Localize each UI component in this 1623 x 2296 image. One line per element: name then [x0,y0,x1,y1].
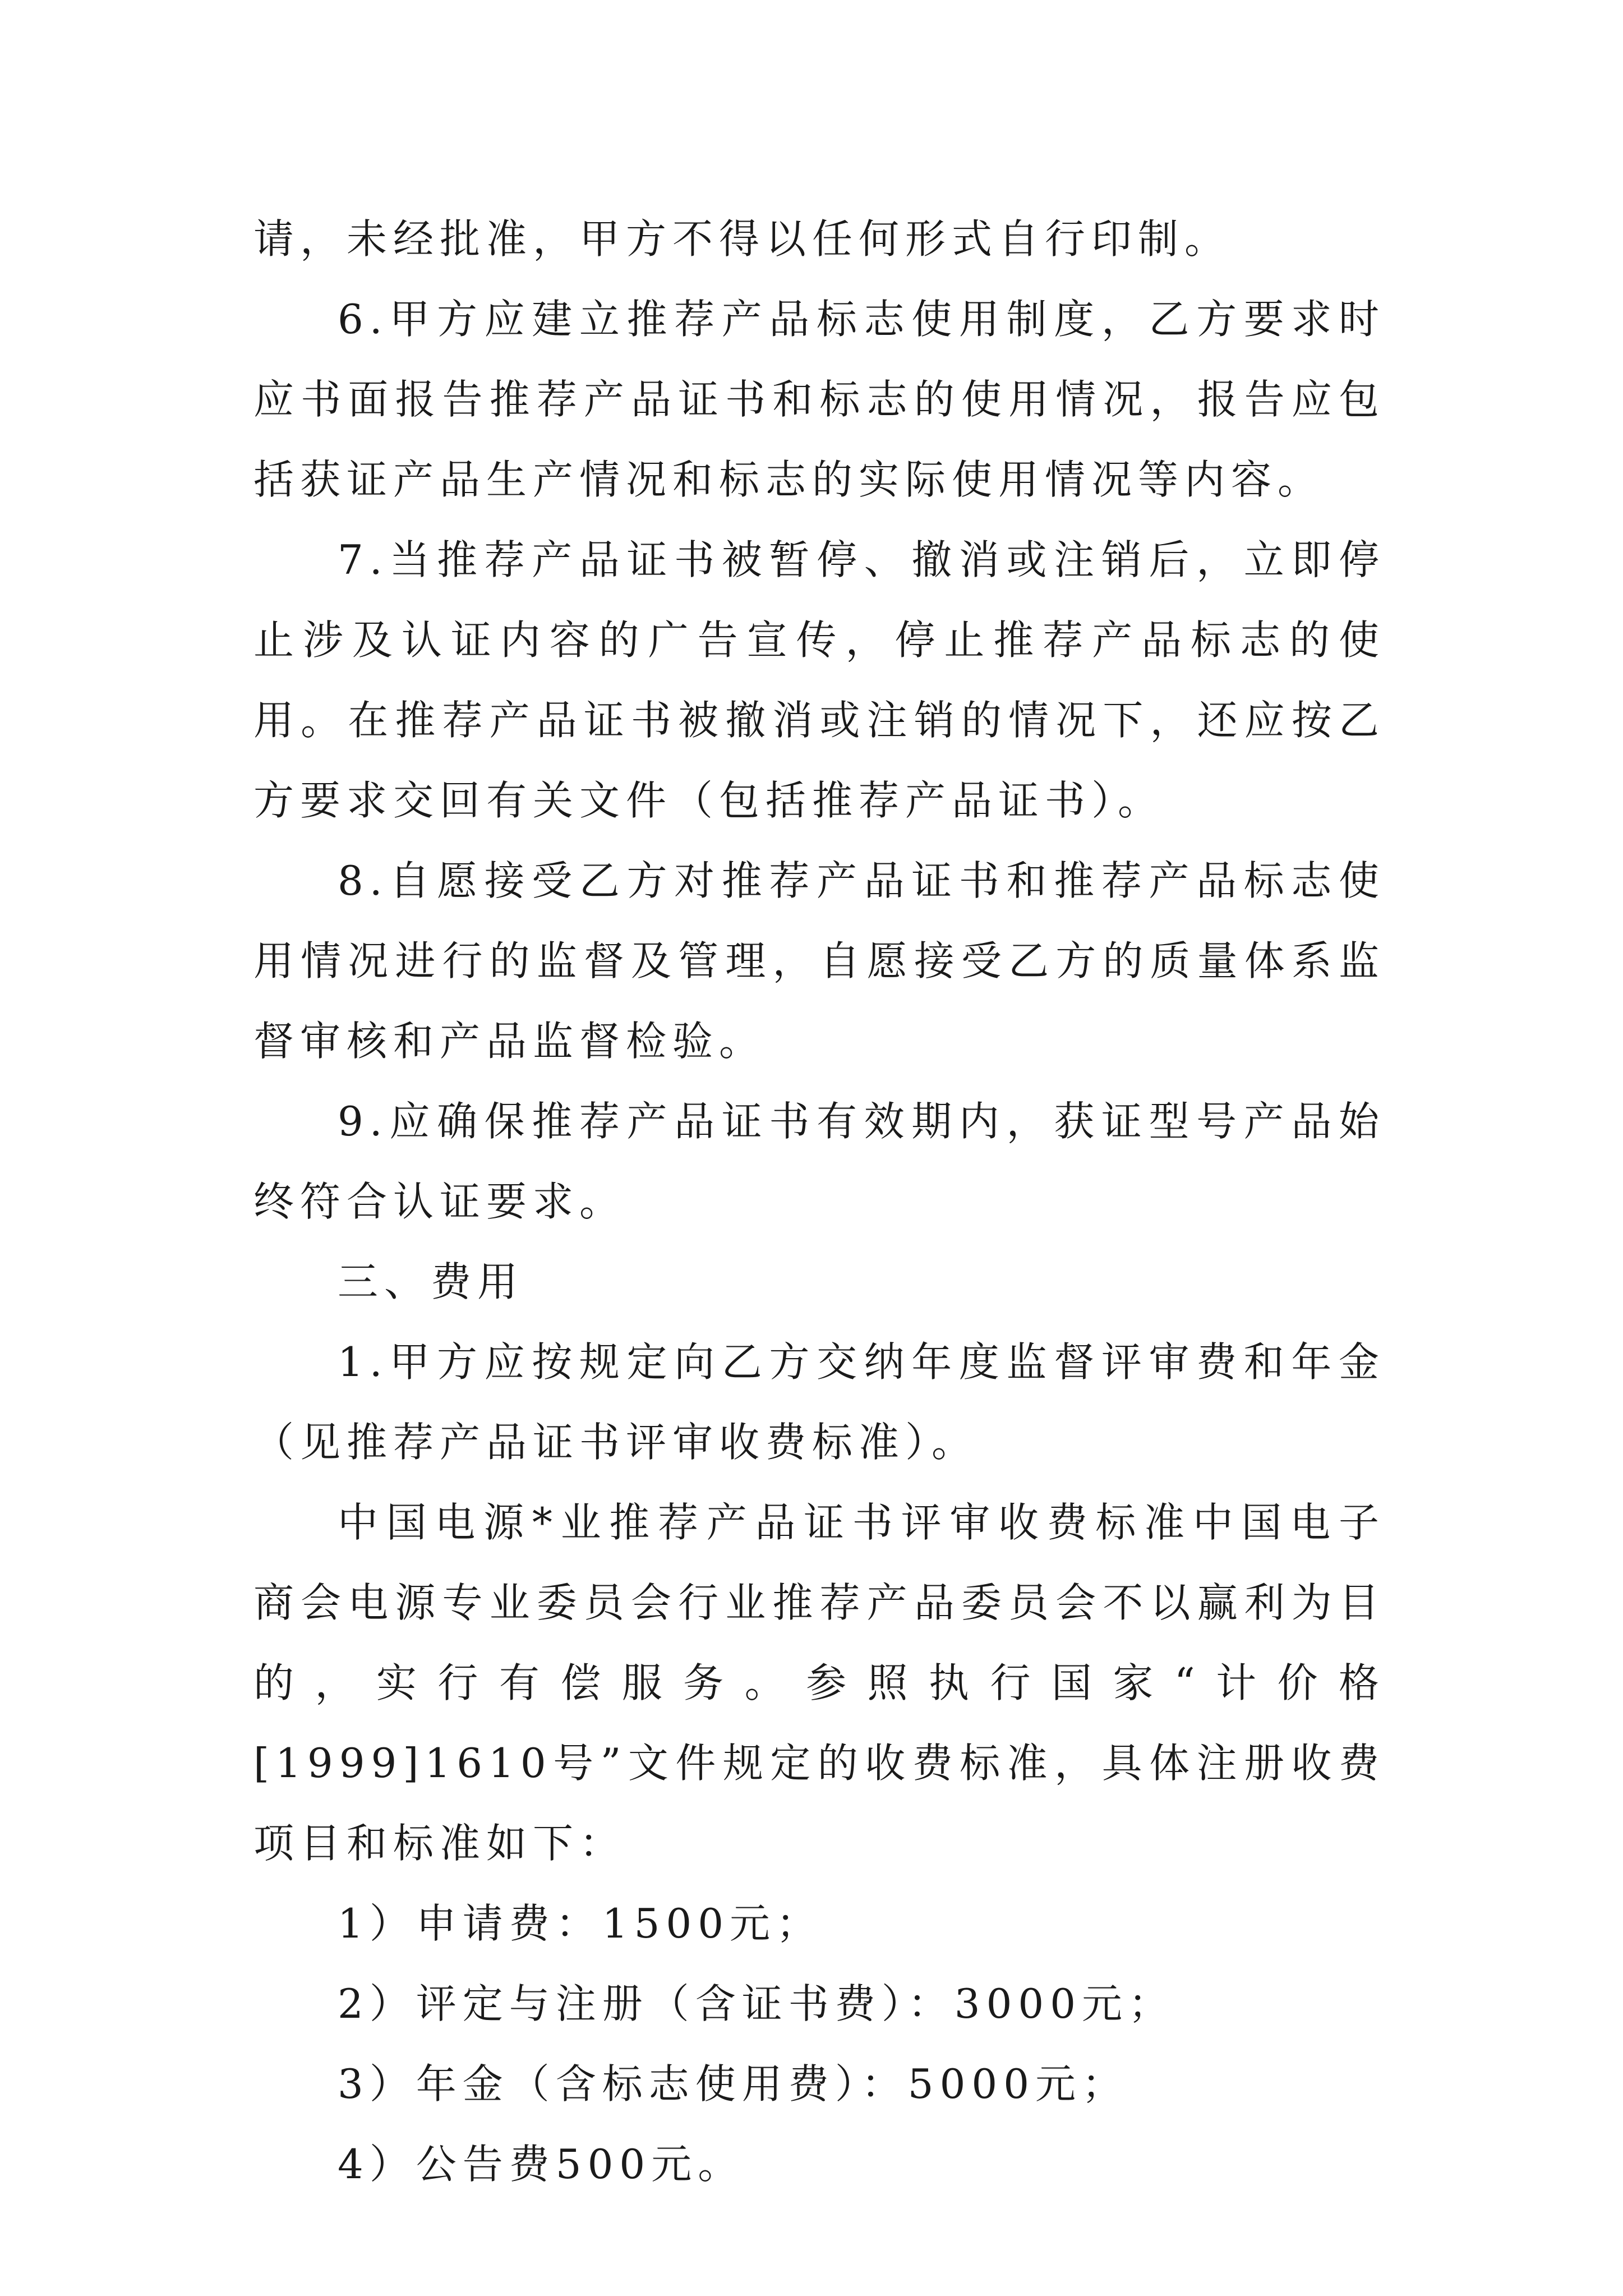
fee-list-item-registration: 2）评定与注册（含证书费）：3000元； [338,1980,1175,2027]
paragraph-item-7: 7.当推荐产品证书被暂停、撤消或注销后，立即停止涉及认证内容的广告宣传，停止推荐产品标志的使用。在推荐产品证书被撤消或注销的情况下，还应按乙方要求交回有关文件（包括推荐产品证书）。 [253,536,1385,824]
document-body [253,199,1385,2205]
fee-list-item-application: 1）申请费：1500元； [338,1900,823,1947]
paragraph-item-6: 6.甲方应建立推荐产品标志使用制度，乙方要求时应书面报告推荐产品证书和标志的使用情况，报告应包括获证产品生产情况和标志的实际使用情况等内容。 [253,296,1385,503]
fee-list-item-announcement: 4）公告费500元。 [338,2141,745,2188]
section-heading-fees: 三、费用 [338,1258,524,1305]
paragraph-item-9: 9.应确保推荐产品证书有效期内，获证型号产品始终符合认证要求。 [253,1098,1385,1225]
paragraph-fee-standard: 中国电源*业推荐产品证书评审收费标准中国电子商会电源专业委员会行业推荐产品委员会不以赢利为目的，实行有偿服务。参照执行国家“计价格[1999]1610号”文件规定的收费标准，具体注册收费项目和标准如下： [253,1499,1385,1867]
paragraph-continuation: 请，未经批准，甲方不得以任何形式自行印制。 [253,215,1232,263]
paragraph-fee-item-1: 1.甲方应按规定向乙方交纳年度监督评审费和年金（见推荐产品证书评审收费标准）。 [253,1338,1385,1466]
paragraph-item-8: 8.自愿接受乙方对推荐产品证书和推荐产品标志使用情况进行的监督及管理，自愿接受乙方的质量体系监督审核和产品监督检验。 [253,857,1385,1065]
fee-list-item-annual: 3）年金（含标志使用费）：5000元； [338,2060,1129,2108]
